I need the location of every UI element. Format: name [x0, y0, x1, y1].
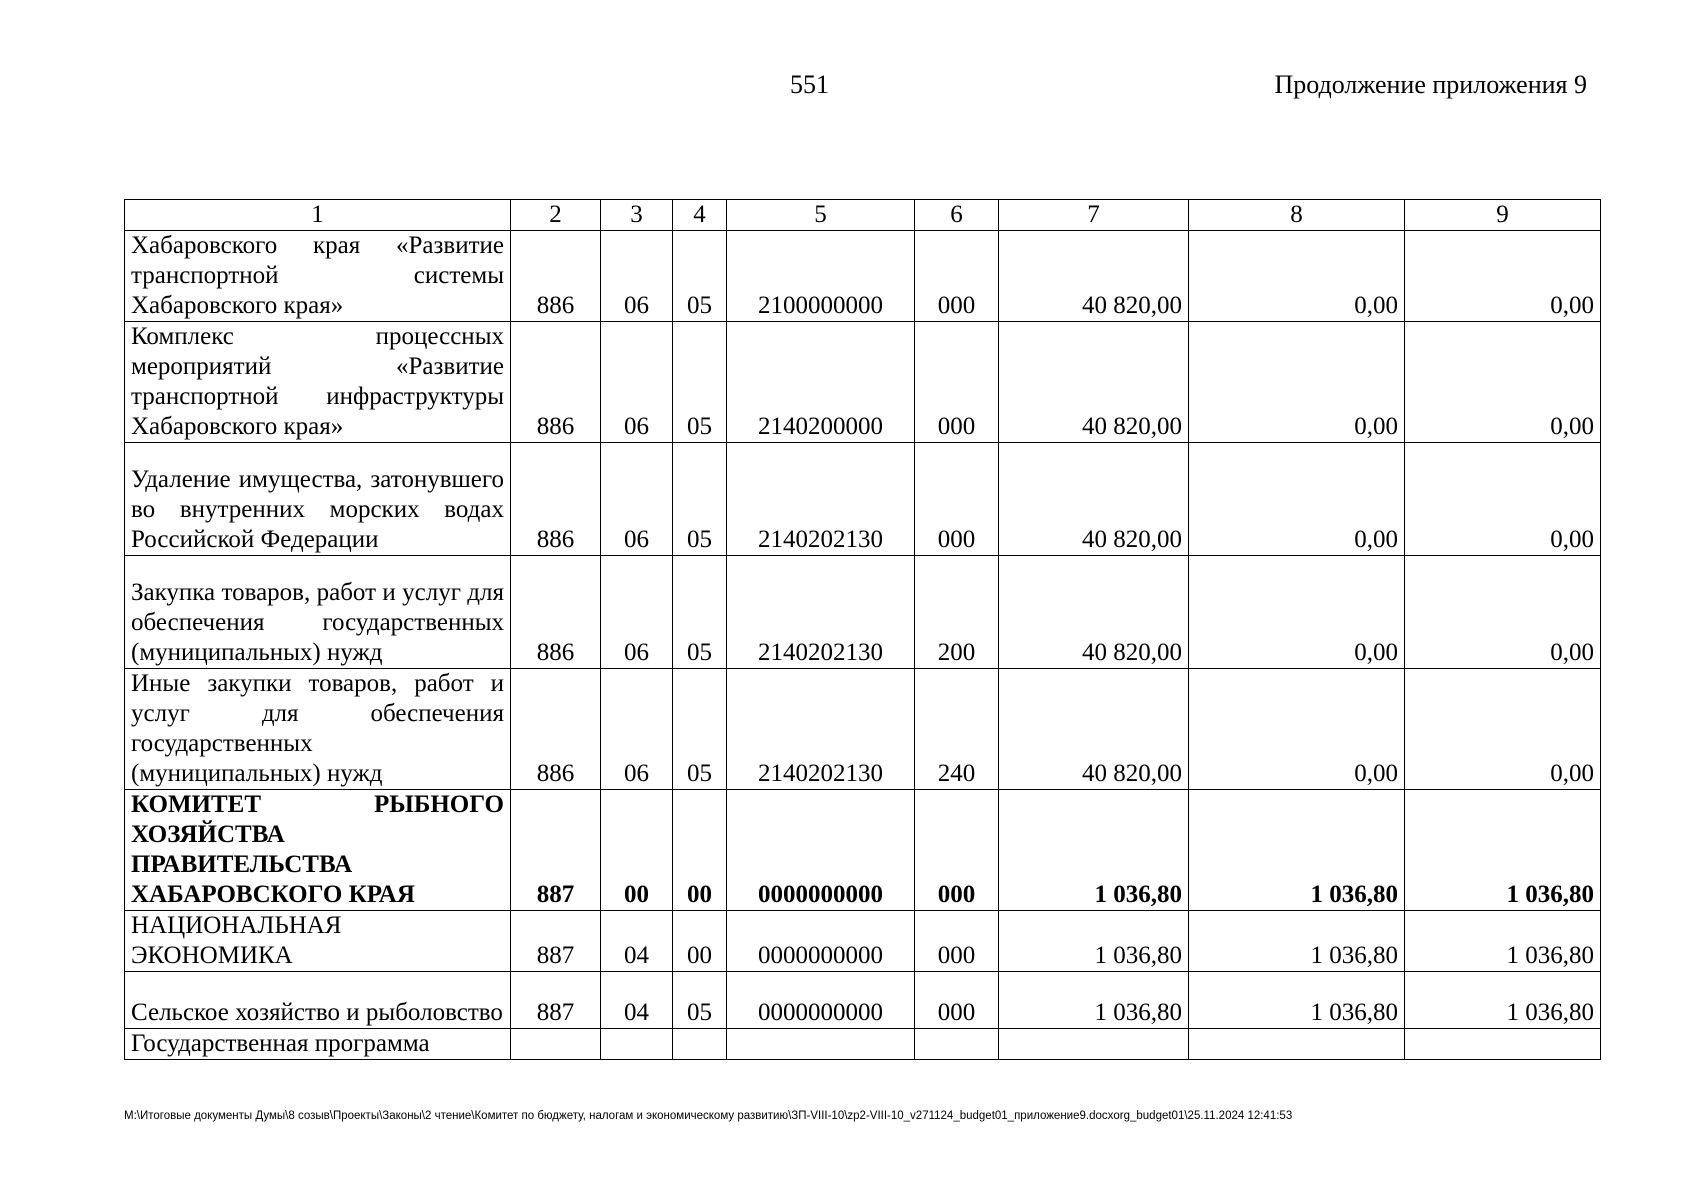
column-header: 2 — [511, 200, 601, 231]
expense-type-code — [915, 1029, 999, 1060]
row-name: КОМИТЕТ РЫБНОГО ХОЗЯЙСТВА ПРАВИТЕЛЬСТВА ХАБАРОВСКОГО КРАЯ — [125, 790, 511, 911]
column-number-row — [125, 200, 1601, 231]
amount-col7: 40 820,00 — [999, 669, 1189, 790]
table-row — [125, 790, 1601, 911]
subsection-code: 00 — [673, 911, 727, 972]
amount-col8 — [1189, 1029, 1405, 1060]
amount-col8: 0,00 — [1189, 443, 1405, 556]
row-name: Комплекс процессных мероприятий «Развитие транспортной инфраструктуры Хабаровского края» — [125, 322, 511, 443]
column-header: 3 — [601, 200, 673, 231]
subsection-code: 00 — [673, 790, 727, 911]
amount-col8: 0,00 — [1189, 556, 1405, 669]
admin-code: 887 — [511, 911, 601, 972]
section-code: 04 — [601, 911, 673, 972]
amount-col8: 0,00 — [1189, 669, 1405, 790]
table-row — [125, 669, 1601, 790]
expense-type-code: 000 — [915, 322, 999, 443]
amount-col9: 0,00 — [1405, 231, 1601, 322]
admin-code: 886 — [511, 231, 601, 322]
subsection-code: 05 — [673, 669, 727, 790]
target-article-code: 0000000000 — [727, 972, 915, 1029]
target-article-code: 0000000000 — [727, 911, 915, 972]
column-header: 9 — [1405, 200, 1601, 231]
table-row — [125, 322, 1601, 443]
row-name: Хабаровского края «Развитие транспортной системы Хабаровского края» — [125, 231, 511, 322]
table-row — [125, 556, 1601, 669]
subsection-code: 05 — [673, 443, 727, 556]
section-code: 06 — [601, 669, 673, 790]
admin-code: 887 — [511, 972, 601, 1029]
section-code — [601, 1029, 673, 1060]
amount-col9: 1 036,80 — [1405, 972, 1601, 1029]
column-header: 6 — [915, 200, 999, 231]
table-row — [125, 443, 1601, 556]
amount-col8: 0,00 — [1189, 322, 1405, 443]
expense-type-code: 000 — [915, 231, 999, 322]
appendix-continuation-note: Продолжение приложения 9 — [1274, 70, 1587, 99]
target-article-code: 2100000000 — [727, 231, 915, 322]
row-name: Государственная программа — [125, 1029, 511, 1060]
subsection-code: 05 — [673, 972, 727, 1029]
subsection-code: 05 — [673, 231, 727, 322]
amount-col9: 0,00 — [1405, 556, 1601, 669]
amount-col9: 0,00 — [1405, 322, 1601, 443]
expense-type-code: 200 — [915, 556, 999, 669]
subsection-code — [673, 1029, 727, 1060]
amount-col7: 1 036,80 — [999, 972, 1189, 1029]
amount-col7 — [999, 1029, 1189, 1060]
section-code: 06 — [601, 322, 673, 443]
amount-col7: 1 036,80 — [999, 911, 1189, 972]
amount-col9: 0,00 — [1405, 443, 1601, 556]
budget-table — [124, 199, 1601, 1060]
amount-col8: 1 036,80 — [1189, 911, 1405, 972]
amount-col7: 1 036,80 — [999, 790, 1189, 911]
amount-col9: 0,00 — [1405, 669, 1601, 790]
subsection-code: 05 — [673, 322, 727, 443]
amount-col8: 0,00 — [1189, 231, 1405, 322]
target-article-code: 2140202130 — [727, 669, 915, 790]
column-header: 5 — [727, 200, 915, 231]
target-article-code: 2140200000 — [727, 322, 915, 443]
section-code: 06 — [601, 231, 673, 322]
amount-col8: 1 036,80 — [1189, 790, 1405, 911]
page-number: 551 — [790, 70, 829, 99]
column-header: 8 — [1189, 200, 1405, 231]
section-code: 04 — [601, 972, 673, 1029]
amount-col7: 40 820,00 — [999, 231, 1189, 322]
amount-col8: 1 036,80 — [1189, 972, 1405, 1029]
amount-col9: 1 036,80 — [1405, 790, 1601, 911]
expense-type-code: 000 — [915, 790, 999, 911]
admin-code: 886 — [511, 556, 601, 669]
target-article-code — [727, 1029, 915, 1060]
amount-col9 — [1405, 1029, 1601, 1060]
document-file-path: M:\Итоговые документы Думы\8 созыв\Проекты\Законы\2 чтение\Комитет по бюджету, налогам и экономическому развитию\ЗП-VIII-10\zp2-VIII-10_v271124_budget01_приложение9.docxorg_budget01\25.11.2024 12:41:53 — [124, 1110, 1293, 1122]
section-code: 06 — [601, 443, 673, 556]
expense-type-code: 000 — [915, 443, 999, 556]
table-row — [125, 1029, 1601, 1060]
amount-col7: 40 820,00 — [999, 322, 1189, 443]
column-header: 4 — [673, 200, 727, 231]
admin-code: 887 — [511, 790, 601, 911]
table-row — [125, 231, 1601, 322]
row-name: НАЦИОНАЛЬНАЯ ЭКОНОМИКА — [125, 911, 511, 972]
row-name: Удаление имущества, затонувшего во внутренних морских водах Российской Федерации — [125, 443, 511, 556]
column-header: 1 — [125, 200, 511, 231]
row-name: Сельское хозяйство и рыболовство — [125, 972, 511, 1029]
admin-code — [511, 1029, 601, 1060]
target-article-code: 2140202130 — [727, 443, 915, 556]
amount-col7: 40 820,00 — [999, 443, 1189, 556]
column-header: 7 — [999, 200, 1189, 231]
expense-type-code: 000 — [915, 911, 999, 972]
row-name: Иные закупки товаров, работ и услуг для обеспечения государственных (муниципальных) нужд — [125, 669, 511, 790]
admin-code: 886 — [511, 669, 601, 790]
admin-code: 886 — [511, 443, 601, 556]
amount-col7: 40 820,00 — [999, 556, 1189, 669]
admin-code: 886 — [511, 322, 601, 443]
amount-col9: 1 036,80 — [1405, 911, 1601, 972]
row-name: Закупка товаров, работ и услуг для обеспечения государственных (муниципальных) нужд — [125, 556, 511, 669]
section-code: 00 — [601, 790, 673, 911]
expense-type-code: 240 — [915, 669, 999, 790]
table-row — [125, 972, 1601, 1029]
section-code: 06 — [601, 556, 673, 669]
target-article-code: 2140202130 — [727, 556, 915, 669]
expense-type-code: 000 — [915, 972, 999, 1029]
target-article-code: 0000000000 — [727, 790, 915, 911]
subsection-code: 05 — [673, 556, 727, 669]
table-row — [125, 911, 1601, 972]
